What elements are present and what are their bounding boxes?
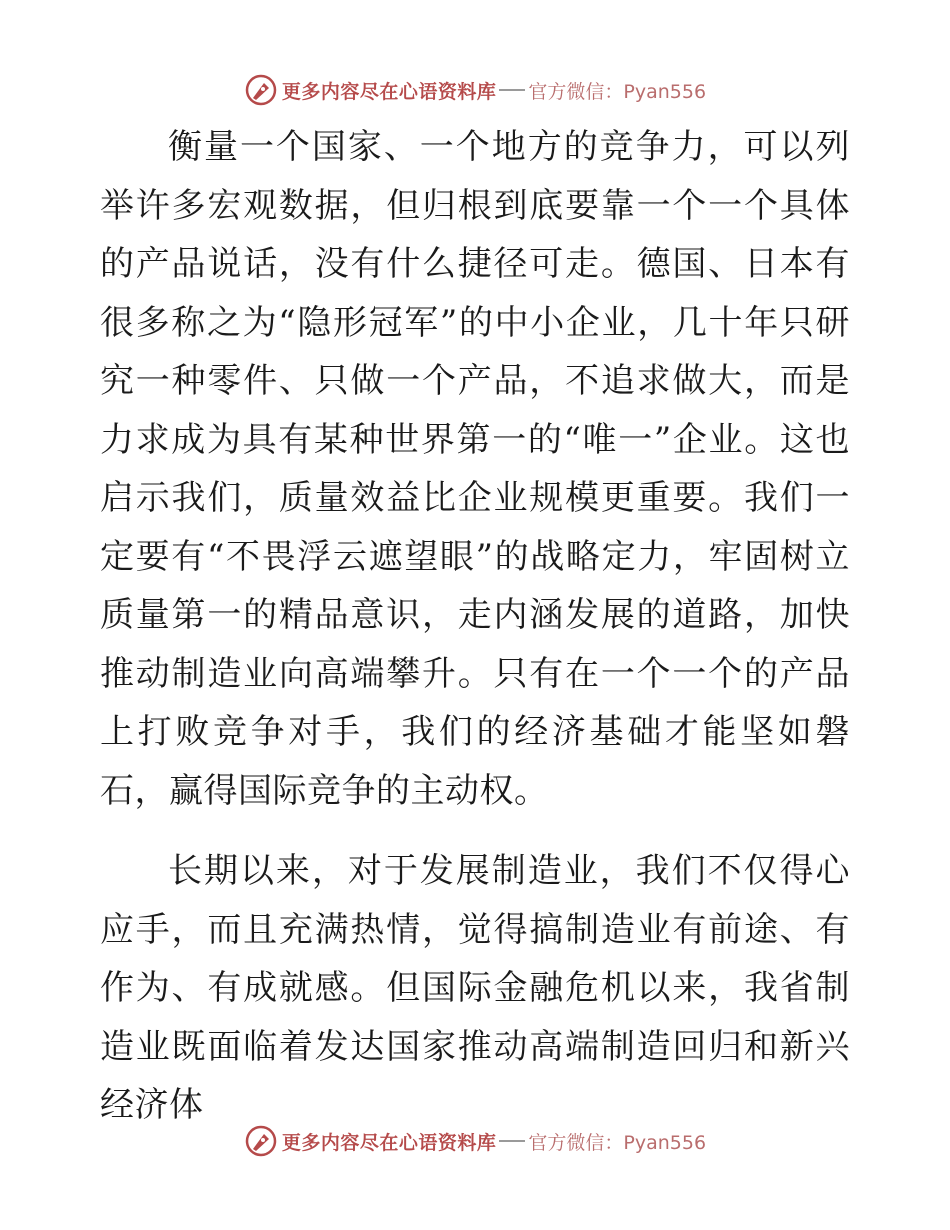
document-body (100, 118, 850, 1135)
pen-nib-logo-icon (244, 1124, 278, 1158)
banner-site-text: 更多内容尽在心语资料库 (281, 1131, 497, 1154)
pen-nib-logo-icon (244, 73, 278, 107)
banner-site-text: 更多内容尽在心语资料库 (281, 80, 497, 103)
paragraph-1: 衡量一个国家、一个地方的竞争力，可以列举许多宏观数据，但归根到底要靠一个一个具体的产品说话，没有什么捷径可走。德国、日本有很多称之为“隐形冠军”的中小企业，几十年只研究一种零件、只做一个产品，不追求做大，而是力求成为具有某种世界第一的“唯一”企业。这也启示我们，质量效益比企业规模更重要。我们一定要有“不畏浮云遮望眼”的战略定力，牢固树立质量第一的精品意识，走内涵发展的道路，加快推动制造业向高端攀升。只有在一个一个的产品上打败竞争对手，我们的经济基础才能坚如磐石，赢得国际竞争的主动权。 (100, 127, 850, 811)
banner-separator (499, 89, 525, 91)
banner-contact-text: 官方微信：Pyan556 (528, 1131, 707, 1154)
footer-banner (0, 1121, 950, 1161)
header-banner (0, 70, 950, 110)
banner-separator (499, 1140, 525, 1142)
banner-contact-text: 官方微信：Pyan556 (528, 80, 707, 103)
paragraph-2: 长期以来，对于发展制造业，我们不仅得心应手，而且充满热情，觉得搞制造业有前途、有作为、有成就感。但国际金融危机以来，我省制造业既面临着发达国家推动高端制造回归和新兴经济体 (100, 851, 850, 1125)
